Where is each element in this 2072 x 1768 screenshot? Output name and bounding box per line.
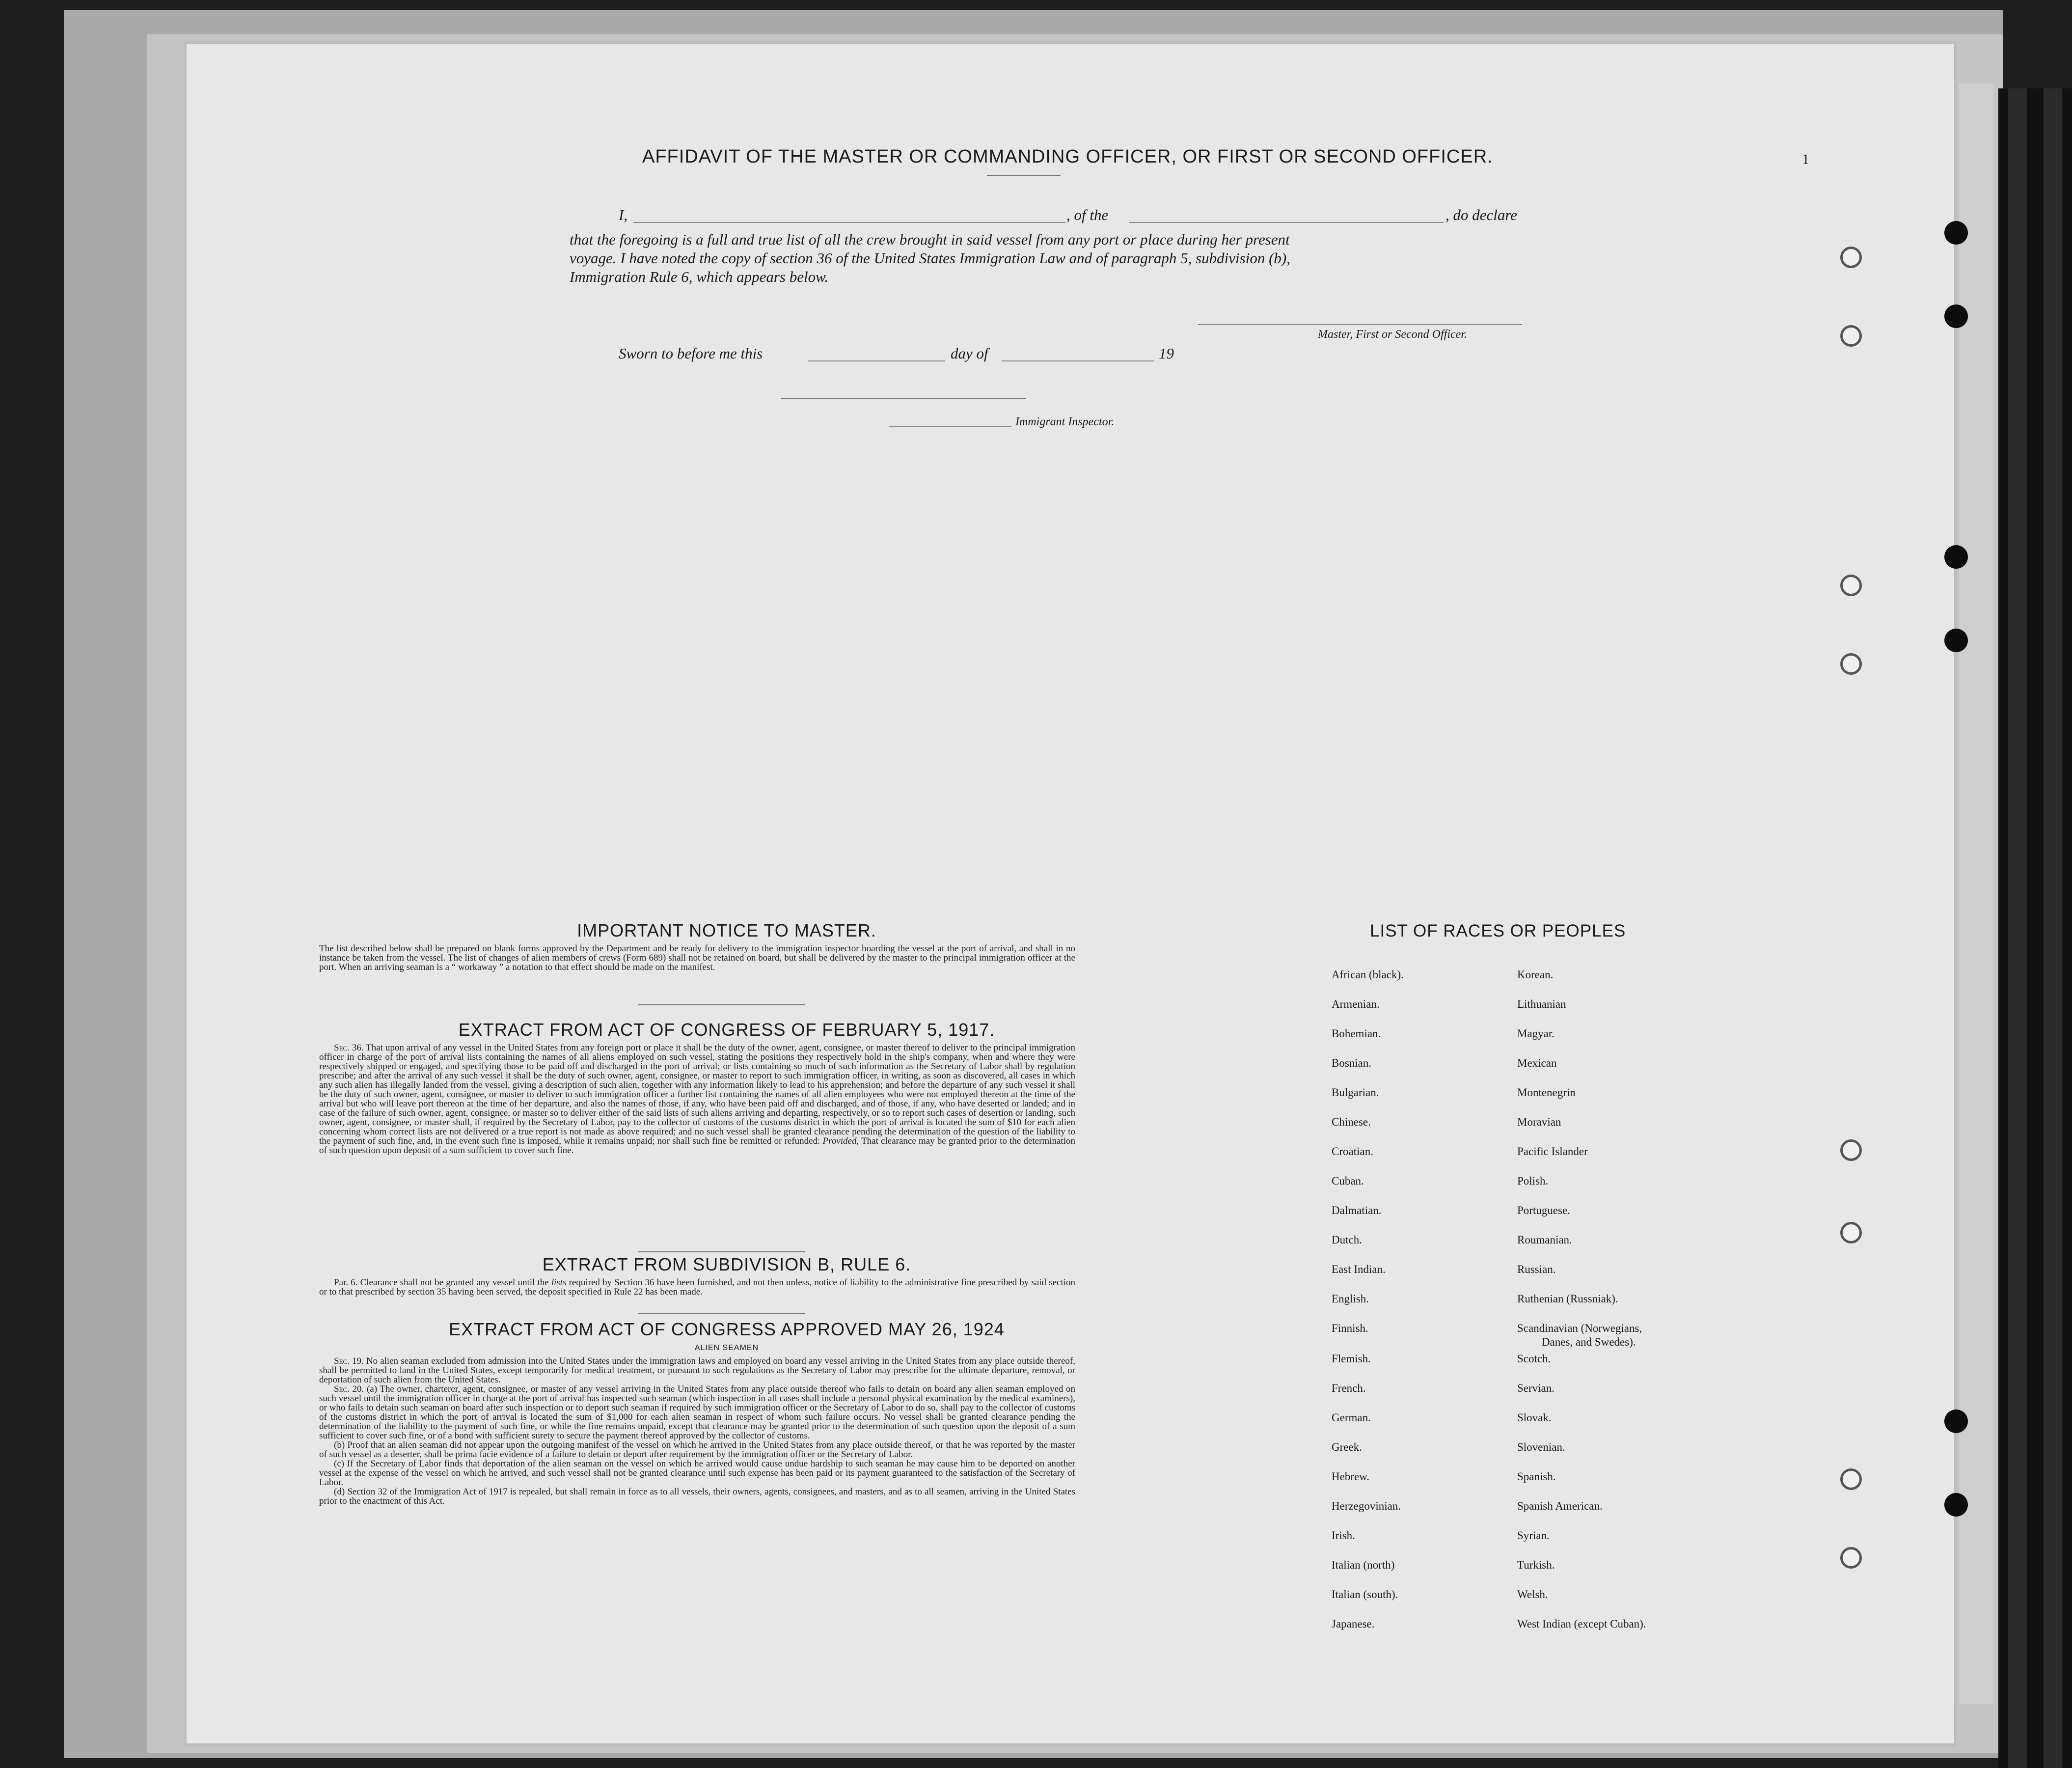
sec-20a-body: (a) The owner, charterer, agent, consignee, or master of any vessel arriving in the United States from any place outside thereof who fails to detain on board any alien seaman employed on such vessel until the immigration officer in charge at the port of arrival has inspected such seaman (which inspection in all cases shall include a personal physical examination by the medical examiners), or who fails to detain such seaman on board after such inspection or to deport such seaman if required by such immigration officer or the Secretary of Labor to do so, shall pay to the collector of customs of the customs district in which the port of arrival is located the sum of $1,000 for each alien seaman in respect of whom such failure occurs. No vessel shall be granted clearance pending the determination of the liability to the payment of such fine, or while the fine remains unpaid, except that clearance may be granted prior to the determination of such question upon the deposit of a sum sufficient to cover such fine, or of a bond with sufficient surety to secure the payment thereof approved by the collector of customs. xyxy=(319,1384,1076,1441)
affidavit-line4: Immigration Rule 6, which appears below. xyxy=(570,268,829,285)
reinforcement-ring xyxy=(1840,325,1862,347)
race-item: Polish. xyxy=(1517,1175,1549,1187)
race-item: English. xyxy=(1332,1293,1369,1305)
reinforcement-ring xyxy=(1840,247,1862,268)
race-item: Slovenian. xyxy=(1517,1441,1565,1453)
reinforcement-ring xyxy=(1840,1139,1862,1161)
vessel-name-field[interactable] xyxy=(1129,222,1444,223)
race-item: Bosnian. xyxy=(1332,1057,1372,1069)
race-item-continued: Danes, and Swedes). xyxy=(1542,1336,1636,1348)
punch-hole xyxy=(1944,304,1968,328)
race-item: Italian (north) xyxy=(1332,1559,1395,1571)
reinforcement-ring xyxy=(1840,575,1862,596)
race-item: Syrian. xyxy=(1517,1529,1550,1542)
race-item: African (black). xyxy=(1332,968,1404,981)
section-rule xyxy=(638,1251,805,1252)
section-rule xyxy=(638,1313,805,1314)
race-item: Spanish American. xyxy=(1517,1500,1603,1512)
year-prefix: 19 xyxy=(1159,345,1174,362)
race-item: Korean. xyxy=(1517,968,1554,981)
race-item: Armenian. xyxy=(1332,998,1380,1010)
rule-6-text xyxy=(319,1278,1075,1297)
sec-36-label: Sec. 36. xyxy=(334,1043,364,1053)
race-item: Roumanian. xyxy=(1517,1234,1572,1246)
of-the-label: , of the xyxy=(1066,206,1109,223)
section-rule xyxy=(638,1004,805,1005)
race-item: Scandinavian (Norwegians, xyxy=(1517,1322,1642,1334)
extract-1917-title: EXTRACT FROM ACT OF CONGRESS OF FEBRUARY 5, 1917. xyxy=(458,1020,995,1040)
race-item: Flemish. xyxy=(1332,1353,1371,1365)
race-item: Servian. xyxy=(1517,1382,1555,1394)
races-title: LIST OF RACES OR PEOPLES xyxy=(1370,921,1626,940)
sec-20d-body: (d) Section 32 of the Immigration Act of 1917 is repealed, but shall remain in force as to all vessels, their owners, agents, consignees, and masters, and as to all seamen, arriving in the United States prior to the enactment of this Act. xyxy=(319,1487,1075,1506)
sworn-line xyxy=(619,345,1208,366)
reinforcement-ring xyxy=(1840,1222,1862,1243)
rule-6-body-b: required by Section 36 have been furnished, and not then unless, notice of liability to the administrative fine prescribed by said section or to that prescribed by section 35 having been served, the deposit specified in Rule 22 has been made. xyxy=(319,1277,1076,1297)
punch-hole xyxy=(1944,1493,1968,1517)
race-item: Cuban. xyxy=(1332,1175,1364,1187)
reinforcement-ring xyxy=(1840,1468,1862,1490)
race-item: Spanish. xyxy=(1517,1470,1556,1483)
race-item: Bulgarian. xyxy=(1332,1086,1379,1099)
race-item: Russian. xyxy=(1517,1263,1556,1275)
i-label: I, xyxy=(619,206,628,223)
affidavit-line3: voyage. I have noted the copy of section 36 of the United States Immigration Law and of paragraph 5, subdivision (b), xyxy=(570,249,1290,267)
race-item: Scotch. xyxy=(1517,1353,1551,1365)
race-item: Croatian. xyxy=(1332,1145,1373,1158)
race-item: Pacific Islander xyxy=(1517,1145,1588,1158)
race-item: Chinese. xyxy=(1332,1116,1371,1128)
race-item: Slovak. xyxy=(1517,1411,1552,1424)
race-item: Lithuanian xyxy=(1517,998,1566,1010)
provided-word: Provided, xyxy=(822,1136,859,1146)
sworn-label: Sworn to before me this xyxy=(619,345,763,362)
sec-19-body: No alien seaman excluded from admission into the United States under the immigration laws and employed on board any vessel arriving in the United States from any place outside thereof, shall be permitted to land in the United States, except temporarily for medical treatment, or pursuant to such regulations as the Secretary of Labor may prescribe for the ultimate departure, removal, or deportation of such alien from the United States. xyxy=(319,1356,1076,1385)
race-item: East Indian. xyxy=(1332,1263,1386,1275)
race-item: Montenegrin xyxy=(1517,1086,1576,1099)
inspector-rule-upper xyxy=(781,398,1026,399)
master-signature-label: Master, First or Second Officer. xyxy=(1318,328,1467,341)
sec-36-body: That upon arrival of any vessel in the United States from any foreign port or place it shall be the duty of the owner, agent, consignee, or master thereof to deliver to the principal immigration officer in charge of the port of arrival lists containing the names of all aliens employed on such vessel, stating the positions they respectively hold in the ship's company, when and where they were respectively shipped or engaged, and specifying those to be paid off and discharged in the port of arrival; or lists containing so much of such information as the Secretary of Labor shall by regulation prescribe; and after the arrival of any such vessel it shall be the duty of such owner, agent, consignee, or master to report to such immigration officer, in writing, as soon as discovered, all cases in which any such alien has illegally landed from the vessel, giving a description of such alien, together with any information likely to lead to his apprehension; and before the departure of any such vessel it shall be the duty of such owner, agent, consignee, or master to deliver to such immigration officer a further list containing the names of all alien employees who were not employed thereon at the time of the arrival but who will leave port thereon at the time of her departure, and also the names of those, if any, who have been paid off and discharged, and of those, if any, who have deserted or landed; and in case of the failure of such owner, agent, consignee, or master so to deliver either of the said lists of such aliens arriving and departing, respectively, or so to report such cases of desertion or landing, such owner, agent, consignee, or master shall, if required by the Secretary of Labor, pay to the collector of customs of the customs district in which the port of arrival is located the sum of $10 for each alien concerning whom correct lists are not delivered or a true report is not made as above required; and no such vessel shall be granted clearance pending the determination of the question of the liability to the payment of such fine, and, in the event such fine is imposed, while it remains unpaid; nor shall such fine be remitted or refunded: xyxy=(319,1043,1075,1146)
inspector-label: Immigrant Inspector. xyxy=(1015,415,1115,428)
title-rule xyxy=(987,175,1061,176)
race-item: German. xyxy=(1332,1411,1371,1424)
race-item: Herzegovinian. xyxy=(1332,1500,1401,1512)
notice-text: The list described below shall be prepared on blank forms approved by the Department and be ready for delivery to the immigration inspector boarding the vessel at the port of arrival, and shall in no instance be taken from the vessel. The list of changes of alien members of crews (Form 689) shall not be retained on board, but shall be delivered by the master to the principal immigration officer at the port. When an arriving seaman is a “ workaway ” a notation to that effect should be made on the manifest. xyxy=(319,943,1075,972)
race-item: Moravian xyxy=(1517,1116,1561,1128)
master-signature-field[interactable] xyxy=(1198,324,1522,325)
race-item: Irish. xyxy=(1332,1529,1355,1542)
sec-20-label: Sec. 20. xyxy=(334,1384,364,1394)
race-item: Dalmatian. xyxy=(1332,1204,1382,1216)
day-of-label: day of xyxy=(951,345,988,362)
rule-6-title: EXTRACT FROM SUBDIVISION B, RULE 6. xyxy=(542,1254,911,1274)
affidavit-line2: that the foregoing is a full and true list of all the crew brought in said vessel from any port or place during her present xyxy=(570,231,1290,248)
sworn-month-field[interactable] xyxy=(1002,360,1154,361)
race-item: Hebrew. xyxy=(1332,1470,1370,1483)
race-item: Ruthenian (Russniak). xyxy=(1517,1293,1618,1305)
rule-6-body-a: Par. 6. Clearance shall not be granted any vessel until the xyxy=(334,1277,549,1288)
sec-20b-body: (b) Proof that an alien seaman did not appear upon the outgoing manifest of the vessel on which he arrived in the United States from any place outside thereof, or that he was reported by the master of such vessel as a deserter, shall be prima facie evidence of a failure to detain or deport after requirement by the immigration officer or the Secretary of Labor. xyxy=(319,1440,1075,1460)
manifest-page xyxy=(187,44,1954,1743)
punch-hole xyxy=(1944,1409,1968,1433)
race-item: Welsh. xyxy=(1517,1588,1548,1601)
race-item: Portuguese. xyxy=(1517,1204,1570,1216)
race-item: Japanese. xyxy=(1332,1618,1375,1630)
binder-spine xyxy=(1998,88,2072,1768)
race-item: Turkish. xyxy=(1517,1559,1555,1571)
race-item: Italian (south). xyxy=(1332,1588,1398,1601)
race-item: Bohemian. xyxy=(1332,1027,1381,1040)
extract-1917-text xyxy=(319,1043,1075,1155)
punch-hole xyxy=(1944,545,1968,569)
affidavit-title: AFFIDAVIT OF THE MASTER OR COMMANDING OFFICER, OR FIRST OR SECOND OFFICER. xyxy=(642,146,1493,167)
punch-hole xyxy=(1944,629,1968,652)
race-item: Mexican xyxy=(1517,1057,1557,1069)
do-declare-label: , do declare xyxy=(1445,206,1518,223)
reinforcement-ring xyxy=(1840,1547,1862,1569)
affidavit-line1 xyxy=(619,206,1728,228)
race-item: Greek. xyxy=(1332,1441,1362,1453)
margin-mark: 1 xyxy=(1802,151,1809,167)
punch-hole xyxy=(1944,221,1968,245)
declarant-name-field[interactable] xyxy=(633,222,1065,223)
page-edge-strip xyxy=(1959,83,1993,1704)
sworn-day-field[interactable] xyxy=(808,360,945,361)
race-item: West Indian (except Cuban). xyxy=(1517,1618,1646,1630)
sec-36-body-end: That clearance may be granted prior to the determination of such question upon deposit of a sum sufficient to cover such fine. xyxy=(319,1136,1075,1156)
inspector-signature-field[interactable] xyxy=(889,426,1011,427)
extract-1924-text xyxy=(319,1356,1075,1506)
race-item: French. xyxy=(1332,1382,1366,1394)
race-item: Finnish. xyxy=(1332,1322,1368,1334)
lists-word: lists xyxy=(551,1277,567,1288)
extract-1924-title: EXTRACT FROM ACT OF CONGRESS APPROVED MAY 26, 1924 xyxy=(449,1319,1005,1339)
sec-20c-body: (c) If the Secretary of Labor finds that deportation of the alien seaman on the vessel on which he arrived would cause undue hardship to such seaman he may cause him to be deported on another vessel at the expense of the vessel on which he arrived, and such vessel shall not be granted clearance until such expense has been paid or its payment guaranteed to the satisfaction of the Secretary of Labor. xyxy=(319,1459,1075,1488)
race-item: Magyar. xyxy=(1517,1027,1555,1040)
sec-19-label: Sec. 19. xyxy=(334,1356,364,1366)
alien-seamen-subtitle: ALIEN SEAMEN xyxy=(694,1344,759,1352)
reinforcement-ring xyxy=(1840,653,1862,675)
race-item: Dutch. xyxy=(1332,1234,1362,1246)
notice-title: IMPORTANT NOTICE TO MASTER. xyxy=(577,920,876,940)
